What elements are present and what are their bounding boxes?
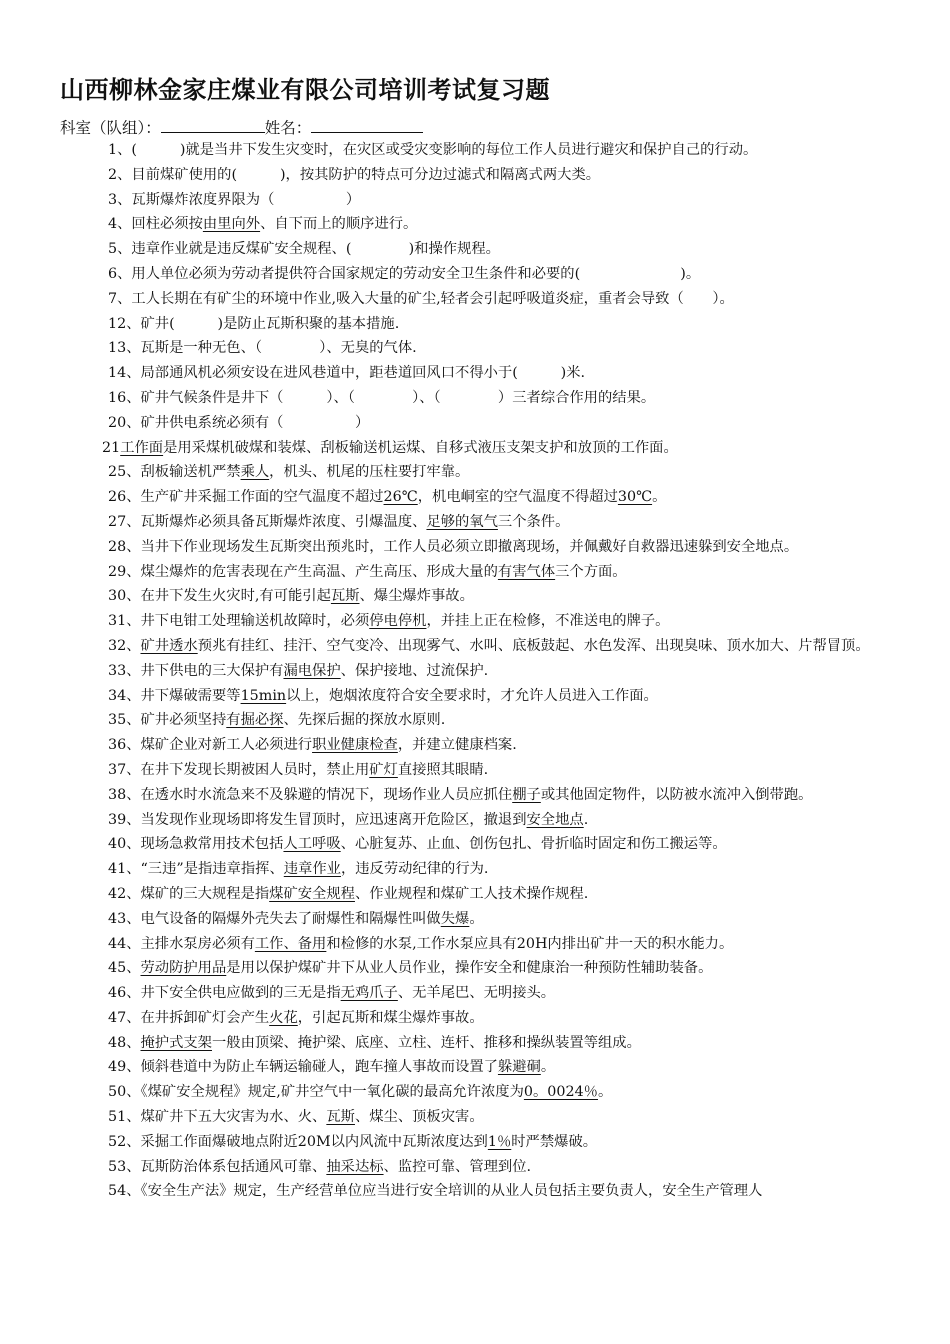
question-item	[0, 510, 950, 535]
question-item	[0, 634, 950, 659]
question-item	[0, 460, 950, 485]
answer-underlined: 人工呼吸	[283, 836, 341, 853]
question-item	[0, 1179, 950, 1204]
question-text: 46、井下安全供电应做到的三无是指	[108, 985, 341, 1002]
question-text: 2、目前煤矿使用的( )，按其防护的特点可分边过滤式和隔离式两大类。	[108, 166, 601, 183]
question-item	[0, 287, 950, 312]
answer-underlined: 工作、备用	[254, 935, 327, 952]
question-text: 、监控可靠、管理到位.	[383, 1158, 532, 1175]
question-item	[0, 758, 950, 783]
question-item	[0, 212, 950, 237]
question-text: 三个条件。	[497, 513, 570, 530]
question-text: 29、煤尘爆炸的危害表现在产生高温、产生高压、形成大量的	[108, 563, 498, 580]
question-text: 7、工人长期在有矿尘的环境中作业,吸入大量的矿尘,轻者会引起呼吸道炎症，重者会导致（ ）。	[108, 290, 734, 307]
question-item	[0, 659, 950, 684]
question-item	[0, 312, 950, 337]
answer-underlined: 工作面	[120, 439, 164, 456]
question-text: 48、	[108, 1034, 141, 1051]
question-text: 1、( )就是当井下发生灾变时，在灾区或受灾变影响的每位工作人员进行避灾和保护自己的行动。	[108, 142, 758, 158]
question-text: 52、采掘工作面爆破地点附近20M以内风流中瓦斯浓度达到	[108, 1133, 488, 1150]
answer-underlined: 15min	[240, 687, 287, 704]
question-text: 三个方面。	[555, 563, 627, 580]
question-text: 41、“三违”是指违章指挥、	[108, 861, 284, 878]
question-text: 6、用人单位必须为劳动者提供符合国家规定的劳动安全卫生条件和必要的( )。	[108, 265, 701, 282]
question-text: 或其他固定物件，以防被水流冲入倒带跑。	[540, 786, 813, 803]
answer-underlined: 有害气体	[497, 563, 556, 580]
question-item	[0, 361, 950, 386]
question-item	[0, 1130, 950, 1155]
question-item	[0, 1105, 950, 1130]
document-title: 山西柳林金家庄煤业有限公司培训考试复习题	[60, 76, 550, 104]
question-text: 。	[652, 489, 667, 506]
answer-underlined: 躲避硐	[497, 1059, 541, 1076]
question-text: 53、瓦斯防治体系包括通风可靠、	[108, 1158, 327, 1175]
question-text: 25、刮板输送机严禁	[108, 464, 241, 481]
question-text: 26、生产矿井采掘工作面的空气温度不超过	[108, 489, 384, 506]
answer-underlined: 矿灯	[369, 761, 398, 778]
question-item	[0, 138, 950, 163]
question-text: 、保护接地、过流保护.	[340, 662, 489, 679]
question-text: 、作业规程和煤矿工人技术操作规程.	[354, 885, 589, 902]
question-item	[0, 981, 950, 1006]
question-text: 38、在透水时水流急来不及躲避的情况下，现场作业人员应抓住	[108, 786, 513, 803]
question-text: 42、煤矿的三大规程是指	[108, 885, 270, 902]
question-text: 39、当发现作业现场即将发生冒顶时，应迅速离开危险区，撤退到	[108, 811, 527, 828]
question-text: 、无羊尾巴、无明接头。	[397, 985, 556, 1002]
question-item	[0, 1006, 950, 1031]
question-text: ，机头、机尾的压柱要打牢靠。	[269, 464, 470, 481]
question-text: ，机电峒室的空气温度不得超过	[417, 489, 618, 506]
question-text: 28、当井下作业现场发生瓦斯突出预兆时，工作人员必须立即撤离现场，并佩戴好自救器迅速躲到安全地点。	[108, 538, 799, 555]
answer-underlined: 掩护式支架	[140, 1034, 212, 1051]
question-text: 21	[102, 439, 121, 456]
question-text: ，并挂上正在检修，不准送电的牌子。	[426, 613, 670, 630]
question-text: 20、矿井供电系统必须有（ ）	[108, 414, 370, 431]
question-item	[0, 411, 950, 436]
question-text: ，违反劳动纪律的行为.	[340, 861, 489, 878]
answer-underlined: 足够的氧气	[426, 513, 498, 530]
question-text: 。	[540, 1059, 556, 1076]
question-text: 51、煤矿井下五大灾害为水、火、	[108, 1109, 327, 1126]
question-item	[0, 1055, 950, 1080]
dept-blank	[161, 118, 265, 133]
question-item	[0, 956, 950, 981]
question-list	[0, 138, 950, 1204]
answer-underlined: 26℃	[383, 489, 418, 506]
question-text: 49、倾斜巷道中为防止车辆运输碰人，跑车撞人事故而设置了	[108, 1059, 498, 1076]
question-item	[0, 907, 950, 932]
question-item	[0, 560, 950, 585]
question-text: 30、在井下发生火灾时,有可能引起	[108, 588, 331, 605]
question-text: 是用采煤机破煤和装煤、刮板输送机运煤、自移式液压支架支护和放顶的工作面。	[163, 439, 678, 456]
question-text: ，引起瓦斯和煤尘爆炸事故。	[297, 1009, 484, 1026]
answer-underlined: 由里向外	[202, 216, 261, 233]
question-item	[0, 808, 950, 833]
question-item	[0, 386, 950, 411]
question-item	[0, 535, 950, 560]
question-text: 27、瓦斯爆炸必须具备瓦斯爆炸浓度、引爆温度、	[108, 513, 427, 530]
question-item	[0, 163, 950, 188]
question-item	[0, 733, 950, 758]
question-text: 以上，炮烟浓度符合安全要求时，才允许人员进入工作面。	[286, 687, 658, 704]
question-text: 33、井下供电的三大保护有	[108, 662, 284, 679]
answer-underlined: 1％	[487, 1133, 512, 1150]
question-text: 和检修的水泵,工作水泵应具有20H内排出矿井一天的积水能力。	[326, 935, 734, 952]
question-text: .	[583, 811, 589, 828]
answer-underlined: 漏电保护	[283, 662, 341, 679]
answer-underlined: 瓦斯	[326, 1109, 355, 1126]
question-text: 是用以保护煤矿井下从业人员作业，操作安全和健康治一种预防性辅助装备。	[226, 960, 713, 977]
answer-underlined: 乘人	[240, 464, 270, 481]
answer-underlined: 职业健康检查	[312, 737, 398, 754]
question-text: 34、井下爆破需要等	[108, 687, 241, 704]
question-item	[0, 1031, 950, 1056]
question-item	[0, 584, 950, 609]
name-blank	[311, 118, 423, 133]
question-text: 16、矿井气候条件是井下（ ）、（ ）、（ ）三者综合作用的结果。	[108, 389, 656, 406]
answer-underlined: 抽采达标	[326, 1158, 384, 1175]
question-text: 36、煤矿企业对新工人必须进行	[108, 737, 313, 754]
question-text: 、自下而上的顺序进行。	[260, 216, 418, 233]
question-text: 。	[597, 1084, 613, 1101]
question-text: 13、瓦斯是一种无色、（ ）、无臭的气体.	[108, 340, 417, 357]
question-item	[0, 436, 950, 461]
question-text: 3、瓦斯爆炸浓度界限为（ ）	[108, 191, 361, 208]
question-text: 45、	[108, 960, 141, 977]
answer-underlined: 停电停机	[369, 613, 427, 630]
question-text: 47、在井拆卸矿灯会产生	[108, 1009, 270, 1026]
question-text: 50、《煤矿安全规程》规定,矿井空气中一氧化碳的最高允许浓度为	[108, 1084, 524, 1101]
question-text: 预兆有挂红、挂汗、空气变冷、出现雾气、水叫、底板鼓起、水色发浑、出现臭味、顶水加大、片帮冒顶。	[197, 637, 870, 654]
answer-underlined: 棚子	[512, 786, 541, 803]
answer-underlined: 瓦斯	[330, 588, 360, 605]
question-text: 、心脏复苏、止血、创伤包扎、骨折临时固定和伤工搬运等。	[340, 836, 727, 853]
question-text: 一般由顶梁、掩护梁、底座、立柱、连杆、推移和操纵装置等组成。	[211, 1034, 641, 1051]
question-item	[0, 783, 950, 808]
question-text: 。	[469, 910, 484, 927]
name-label: 姓名：	[264, 119, 312, 137]
question-text: 直接照其眼睛.	[397, 761, 489, 778]
answer-underlined: 安全地点	[526, 811, 584, 828]
question-item	[0, 336, 950, 361]
question-text: 54、《安全生产法》规定，生产经营单位应当进行安全培训的从业人员包括主要负责人，安全生产管理人	[108, 1183, 763, 1200]
answer-underlined: 矿井透水	[140, 637, 198, 654]
question-text: 时严禁爆破。	[511, 1133, 598, 1150]
question-text: 43、电气设备的隔爆外壳失去了耐爆性和隔爆性叫做	[108, 910, 441, 927]
answer-underlined: 煤矿安全规程	[269, 885, 355, 902]
answer-underlined: 火花	[269, 1009, 298, 1026]
question-item	[0, 609, 950, 634]
question-text: 37、在井下发现长期被困人员时，禁止用	[108, 761, 370, 778]
answer-underlined: 劳动防护用品	[140, 960, 227, 977]
question-text: 32、	[108, 637, 141, 654]
question-item	[0, 832, 950, 857]
answer-underlined: 有掘必探	[226, 712, 284, 729]
question-text: 31、井下电钳工处理输送机故障时，必须	[108, 613, 370, 630]
question-text: 12、矿井( )是防止瓦斯积聚的基本措施.	[108, 315, 400, 332]
question-text: 4、回柱必须按	[108, 216, 203, 233]
question-text: 44、主排水泵房必须有	[108, 935, 255, 952]
question-item	[0, 857, 950, 882]
question-item	[0, 188, 950, 213]
header-fields	[60, 116, 423, 138]
answer-underlined: 无鸡爪子	[340, 985, 398, 1002]
answer-underlined: 违章作业	[283, 861, 341, 878]
question-text: 、煤尘、顶板灾害。	[354, 1109, 484, 1126]
question-text: 14、局部通风机必须安设在进风巷道中，距巷道回风口不得小于( )米.	[108, 365, 586, 382]
dept-label: 科室（队组）：	[60, 119, 161, 137]
question-item	[0, 262, 950, 287]
question-text: 40、现场急救常用技术包括	[108, 836, 284, 853]
question-item	[0, 485, 950, 510]
answer-underlined: 30℃	[617, 489, 653, 506]
question-text: 、爆尘爆炸事故。	[359, 588, 474, 605]
question-text: 、先探后掘的探放水原则.	[283, 712, 446, 729]
answer-underlined: 0。0024％	[523, 1084, 598, 1101]
question-item	[0, 932, 950, 957]
question-item	[0, 1155, 950, 1180]
question-item	[0, 1080, 950, 1105]
question-item	[0, 708, 950, 733]
answer-underlined: 失爆	[440, 910, 470, 927]
question-item	[0, 882, 950, 907]
question-text: ，并建立健康档案.	[397, 737, 517, 754]
question-text: 35、矿井必须坚持	[108, 712, 227, 729]
question-item	[0, 684, 950, 709]
question-text: 5、违章作业就是违反煤矿安全规程、( )和操作规程。	[108, 241, 500, 258]
question-item	[0, 237, 950, 262]
